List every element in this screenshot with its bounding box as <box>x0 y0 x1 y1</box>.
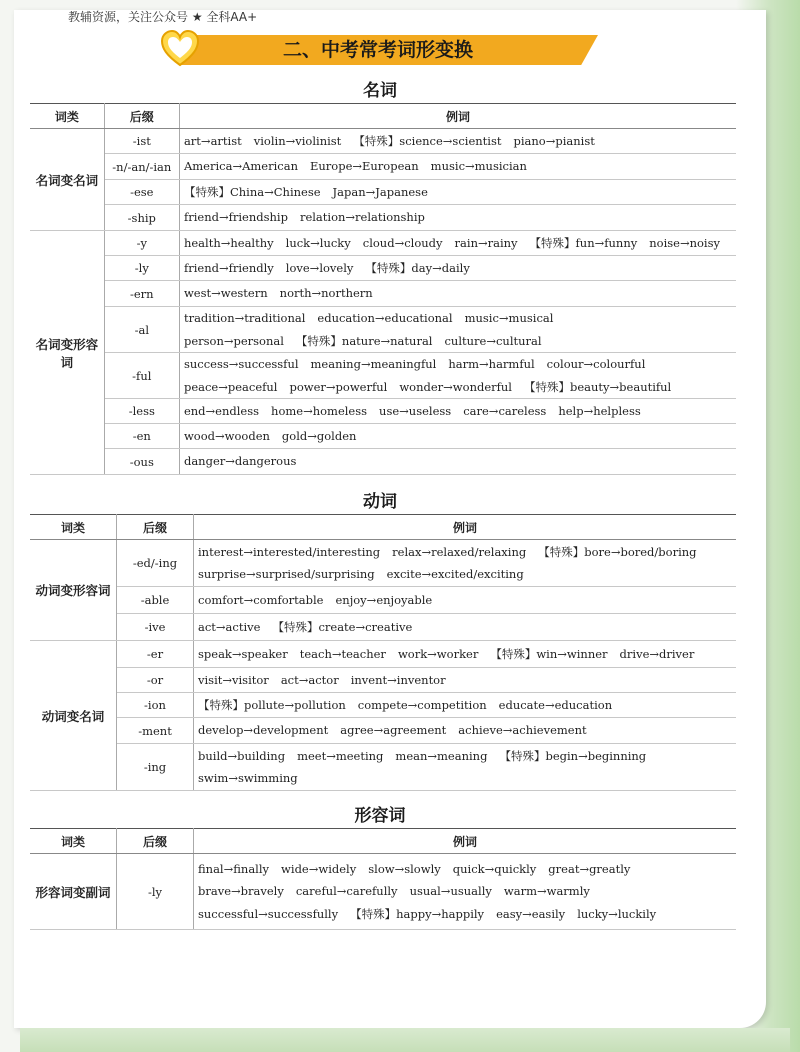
table-row <box>30 307 736 353</box>
example-line <box>184 400 732 423</box>
word-pair: develop→development <box>198 723 329 738</box>
word-pair: meet→meeting <box>297 748 384 763</box>
word-pair: music→musician <box>430 159 527 174</box>
example-line <box>198 903 732 926</box>
table-row <box>30 424 736 449</box>
table-row <box>30 668 736 693</box>
category-cell: 动词变名词 <box>30 641 117 791</box>
word-pair: achieve→achievement <box>458 723 587 738</box>
word-pair: work→worker <box>397 646 479 661</box>
word-pair: wood→wooden <box>183 428 270 443</box>
word-pair: usual→usually <box>409 884 492 899</box>
examples-cell <box>179 353 736 399</box>
word-pair: education→educational <box>317 311 453 325</box>
table-row <box>30 129 736 154</box>
word-pair: 【特殊】nature→natural <box>295 333 433 348</box>
suffix-cell: -or <box>117 668 194 693</box>
category-cell: 形容词变副词 <box>30 854 117 930</box>
word-pair: 【特殊】happy→happily <box>350 906 485 921</box>
example-line <box>184 257 732 280</box>
table-row <box>30 693 736 718</box>
table-row <box>30 744 736 791</box>
suffix-cell: -al <box>104 307 179 353</box>
category-cell: 动词变形容词 <box>30 540 117 641</box>
example-line <box>198 745 732 768</box>
example-line <box>184 353 732 376</box>
table-row <box>30 281 736 307</box>
table-row <box>30 449 736 475</box>
word-pair: comfort→comfortable <box>198 592 324 607</box>
header-examples: 例词 <box>194 515 737 540</box>
examples-cell <box>179 281 736 307</box>
examples-cell <box>194 668 737 693</box>
example-line <box>184 282 732 305</box>
word-pair: wonder→wonderful <box>399 379 512 394</box>
example-line <box>198 541 732 564</box>
example-line <box>184 130 732 153</box>
word-pair: harm→harmful <box>448 357 535 371</box>
example-line <box>198 858 732 881</box>
word-pair: act→active <box>198 619 261 634</box>
example-line <box>184 450 732 473</box>
header-suffix: 后缀 <box>117 515 194 540</box>
suffix-cell: -ern <box>104 281 179 307</box>
word-pair: cloud→cloudy <box>362 235 443 250</box>
word-pair: meaning→meaningful <box>310 357 437 371</box>
examples-cell <box>194 744 737 791</box>
header-examples: 例词 <box>194 829 737 854</box>
table-row <box>30 256 736 281</box>
examples-cell <box>179 154 736 180</box>
example-line <box>184 425 732 448</box>
example-line <box>198 880 732 903</box>
section-title-adjectives: 形容词 <box>354 806 406 826</box>
word-pair: violin→violinist <box>253 133 342 148</box>
noun-table <box>30 103 736 475</box>
word-pair: invent→inventor <box>350 672 446 687</box>
word-pair: interest→interested/interesting <box>198 544 381 559</box>
word-pair: culture→cultural <box>444 333 542 348</box>
word-pair: colour→colourful <box>546 357 646 371</box>
suffix-cell: -ly <box>117 854 194 930</box>
word-pair: piano→pianist <box>513 133 595 148</box>
examples-cell <box>194 641 737 668</box>
word-pair: use→useless <box>379 403 452 418</box>
word-pair: mean→meaning <box>395 748 488 763</box>
word-pair: 【特殊】pollute→pollution <box>198 697 346 712</box>
word-pair: build→building <box>198 748 286 763</box>
word-pair: enjoy→enjoyable <box>335 592 433 607</box>
bottom-strip <box>20 1028 790 1052</box>
example-line <box>198 767 732 790</box>
suffix-cell: -ous <box>104 449 179 475</box>
suffix-cell: -ion <box>117 693 194 718</box>
suffix-cell: -er <box>117 641 194 668</box>
word-pair: final→finally <box>198 861 270 876</box>
word-pair: visit→visitor <box>198 672 269 687</box>
examples-cell <box>194 614 737 641</box>
header-examples: 例词 <box>179 104 736 129</box>
word-pair: love→lovely <box>285 260 354 275</box>
table-row <box>30 540 736 587</box>
word-pair: success→successful <box>183 357 299 371</box>
example-line <box>184 376 732 399</box>
example-line <box>198 719 732 742</box>
examples-cell <box>194 718 737 744</box>
category-cell: 名词变形容词 <box>30 231 104 475</box>
suffix-cell: -y <box>104 231 179 256</box>
examples-cell <box>179 180 736 205</box>
suffix-cell: -ed/-ing <box>117 540 194 587</box>
examples-cell <box>179 129 736 154</box>
word-pair: 【特殊】China→Chinese <box>183 184 321 199</box>
table-row <box>30 587 736 614</box>
section-title-verbs: 动词 <box>363 492 397 512</box>
word-pair: teach→teacher <box>299 646 386 661</box>
word-pair: drive→driver <box>619 646 695 661</box>
table-row <box>30 614 736 641</box>
table-row <box>30 399 736 424</box>
category-cell: 名词变名词 <box>30 129 104 231</box>
adjective-table <box>30 828 736 930</box>
word-pair: end→endless <box>183 403 260 418</box>
examples-cell <box>179 449 736 475</box>
word-pair: north→northern <box>279 286 373 301</box>
word-pair: America→American <box>183 159 298 174</box>
table-row <box>30 154 736 180</box>
header-category: 词类 <box>30 104 104 129</box>
examples-cell <box>179 307 736 353</box>
table-row <box>30 231 736 256</box>
suffix-cell: -ist <box>104 129 179 154</box>
example-line <box>184 307 732 330</box>
table-row <box>30 718 736 744</box>
suffix-cell: -ship <box>104 205 179 231</box>
word-pair: home→homeless <box>271 403 368 418</box>
example-line <box>198 694 732 717</box>
word-pair: warm→warmly <box>503 884 590 899</box>
word-pair: person→personal <box>183 333 284 348</box>
word-pair: 【特殊】science→scientist <box>353 133 502 148</box>
example-line <box>184 206 732 229</box>
word-pair: 【特殊】begin→beginning <box>499 748 647 763</box>
word-pair: tradition→traditional <box>183 311 306 325</box>
table-row <box>30 180 736 205</box>
word-pair: easy→easily <box>496 906 566 921</box>
word-pair: relax→relaxed/relaxing <box>392 544 527 559</box>
example-line <box>198 589 732 612</box>
word-pair: 【特殊】fun→funny <box>529 235 638 250</box>
word-pair: 【特殊】win→winner <box>490 646 608 661</box>
word-pair: 【特殊】day→daily <box>365 260 470 275</box>
word-pair: west→western <box>183 286 268 301</box>
table-row <box>30 205 736 231</box>
word-pair: help→helpless <box>558 403 641 418</box>
word-pair: Japan→Japanese <box>332 184 428 199</box>
word-pair: 【特殊】bore→bored/boring <box>538 544 697 559</box>
examples-cell <box>179 256 736 281</box>
word-pair: act→actor <box>280 672 339 687</box>
word-pair: educate→education <box>498 697 613 712</box>
word-pair: noise→noisy <box>649 235 720 250</box>
word-pair: swim→swimming <box>198 771 298 785</box>
word-pair: great→greatly <box>548 861 631 876</box>
word-pair: surprise→surprised/surprising <box>198 567 375 581</box>
word-pair: relation→relationship <box>299 210 425 225</box>
suffix-cell: -n/-an/-ian <box>104 154 179 180</box>
word-pair: music→musical <box>464 311 554 325</box>
example-line <box>198 669 732 692</box>
word-pair: brave→bravely <box>198 884 284 899</box>
example-line <box>198 563 732 586</box>
example-line <box>184 181 732 204</box>
verb-table <box>30 514 736 791</box>
word-pair: friend→friendly <box>183 260 274 275</box>
header-suffix: 后缀 <box>104 104 179 129</box>
suffix-cell: -ly <box>104 256 179 281</box>
word-pair: successful→successfully <box>198 906 339 921</box>
examples-cell <box>179 205 736 231</box>
word-pair: gold→golden <box>281 428 357 443</box>
table-row <box>30 854 736 930</box>
word-pair: quick→quickly <box>452 861 537 876</box>
example-line <box>198 643 732 666</box>
word-pair: careful→carefully <box>295 884 398 899</box>
suffix-cell: -ive <box>117 614 194 641</box>
word-pair: lucky→luckily <box>577 906 657 921</box>
suffix-cell: -less <box>104 399 179 424</box>
word-pair: Europe→European <box>309 159 419 174</box>
examples-cell <box>179 231 736 256</box>
word-pair: wide→widely <box>281 861 357 876</box>
examples-cell <box>194 693 737 718</box>
suffix-cell: -ful <box>104 353 179 399</box>
word-pair: excite→excited/exciting <box>386 567 524 581</box>
word-pair: care→careless <box>463 403 547 418</box>
examples-cell <box>194 540 737 587</box>
word-pair: slow→slowly <box>368 861 441 876</box>
example-line <box>184 155 732 178</box>
word-pair: friend→friendship <box>183 210 288 225</box>
table-row <box>30 353 736 399</box>
table-row <box>30 641 736 668</box>
word-pair: speak→speaker <box>198 646 288 661</box>
word-pair: compete→competition <box>357 697 487 712</box>
word-pair: rain→rainy <box>454 235 518 250</box>
header-suffix: 后缀 <box>117 829 194 854</box>
word-pair: 【特殊】create→creative <box>272 619 413 634</box>
word-pair: danger→dangerous <box>183 454 297 469</box>
examples-cell <box>194 587 737 614</box>
example-line <box>198 616 732 639</box>
examples-cell <box>194 854 737 930</box>
suffix-cell: -ment <box>117 718 194 744</box>
word-pair: agree→agreement <box>340 723 447 738</box>
examples-cell <box>179 424 736 449</box>
suffix-cell: -ese <box>104 180 179 205</box>
suffix-cell: -ing <box>117 744 194 791</box>
suffix-cell: -able <box>117 587 194 614</box>
page-title: 二、中考常考词形变换 <box>282 39 473 61</box>
section-title-nouns: 名词 <box>363 81 397 101</box>
suffix-cell: -en <box>104 424 179 449</box>
word-pair: art→artist <box>183 133 242 148</box>
examples-cell <box>179 399 736 424</box>
word-pair: peace→peaceful <box>183 379 278 394</box>
example-line <box>184 232 732 255</box>
word-pair: 【特殊】beauty→beautiful <box>523 379 672 394</box>
header-category: 词类 <box>30 515 117 540</box>
word-pair: health→healthy <box>183 235 274 250</box>
word-pair: luck→lucky <box>285 235 351 250</box>
watermark-text: 教辅资源，关注公众号 ★ 全科AA+ <box>68 10 258 24</box>
example-line <box>184 330 732 353</box>
header-category: 词类 <box>30 829 117 854</box>
word-pair: power→powerful <box>289 379 388 394</box>
